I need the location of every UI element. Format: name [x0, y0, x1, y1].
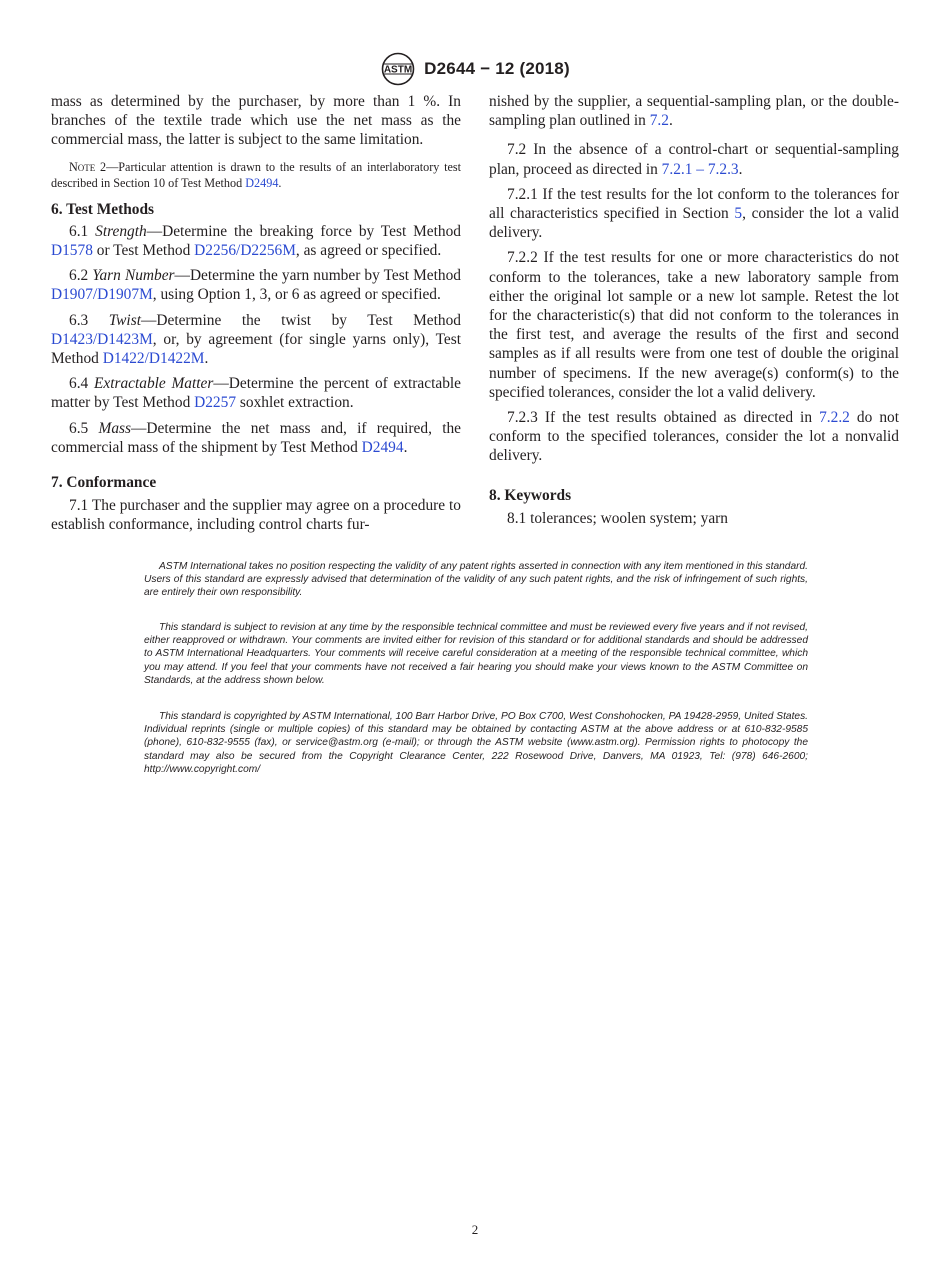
copyright-notice-text: This standard is copyrighted by ASTM International, 100 Barr Harbor Drive, PO Box C700, West Conshohocken, PA 19428-2959, United States. Individual reprints (single or multiple copies) of this standard may be obtained by contacting ASTM at the above address or at 610-832-9585 (phone), 610-832-9555 (fax), or service@astm.org (e-mail); or through the ASTM website (www.astm.org). Permission rights to photocopy the standard may also be secured from the Copyright Clearance Center, 222 Rosewood Drive, Danvers, MA 01923, Tel: (978) 646-2600; http://www.copyright.com/ — [144, 711, 808, 775]
link-d1578[interactable]: D1578 — [51, 242, 93, 260]
page-number: 2 — [471, 1222, 479, 1237]
para-6-4 — [51, 374, 461, 412]
para-text: , as agreed or specified. — [295, 242, 442, 260]
note-label: Note 2 — [69, 159, 107, 174]
section-7-heading: 7. Conformance — [51, 474, 157, 492]
link-d1422[interactable]: D1422/D1422M — [102, 350, 205, 368]
right-column — [489, 92, 899, 528]
para-7-2-3 — [489, 408, 899, 466]
term-mass: Mass — [98, 419, 132, 437]
para-text: 7.2 In the absence of a control-chart or sequential-sampling plan, proceed as directed in — [489, 141, 899, 178]
para-text: , consider the lot a valid delivery. — [489, 205, 899, 242]
para-number: 6.5 — [69, 419, 99, 437]
para-text: . — [403, 438, 408, 456]
paragraph-continued: mass as determined by the purchaser, by more than 1 %. In branches of the textile trade which use the net mass as the commercial mass, the latter is subject to the same limitation. — [51, 93, 461, 149]
note-text: —Particular attention is drawn to the results of an interlaboratory test described in Section 10 of Test Method — [51, 159, 462, 190]
link-d1907[interactable]: D1907/D1907M — [51, 286, 153, 304]
para-7-2-2: 7.2.2 If the test results for one or more characteristics do not conform to the tolerances, take a new laboratory sample from either the original lot sample or a new lot sample. Retest the lot for the characteristic(s) that did not conform to the tolerances in the first test, and average the results of the first and second samples as if all results were from one test of double the original number of specimens. If the new average(s) conform(s) to the specified tolerances, consider the lot a valid delivery. — [489, 249, 899, 401]
para-7-2 — [489, 140, 899, 178]
link-d2257[interactable]: D2257 — [194, 394, 237, 412]
paragraph-continued-right — [489, 92, 899, 130]
para-text: —Determine the percent of extractable matter by Test Method — [51, 375, 461, 412]
para-8-1: 8.1 tolerances; woolen system; yarn — [507, 509, 728, 527]
svg-text:ASTM: ASTM — [384, 64, 413, 76]
link-d2494-mass[interactable]: D2494 — [361, 438, 404, 456]
para-number: 6.3 — [69, 311, 109, 329]
para-text: 7.2.3 If the test results obtained as directed in — [507, 409, 820, 427]
link-d2494[interactable]: D2494 — [245, 175, 279, 190]
para-7-1: 7.1 The purchaser and the supplier may agree on a procedure to establish conformance, including control charts fur- — [51, 497, 461, 534]
patent-notice — [144, 560, 808, 600]
para-text: , using Option 1, 3, or 6 as agreed or specified. — [152, 286, 441, 304]
section-6-heading: 6. Test Methods — [51, 200, 155, 218]
para-7-2-1 — [489, 185, 899, 243]
revision-notice-text: This standard is subject to revision at any time by the responsible technical committee and must be reviewed every five years and if not revised, either reapproved or withdrawn. Your comments are invited either for revision of this standard or for additional standards and should be addressed to ASTM International Headquarters. Your comments will receive careful consideration at a meeting of the responsible technical committee, which you may attend. If you feel that your comments have not received a fair hearing you should make your views known to the ASTM Committee on Standards, at the address shown below. — [144, 622, 808, 686]
link-section-5[interactable]: 5 — [734, 205, 743, 223]
para-text: do not conform to the specified tolerances, consider the lot a nonvalid delivery. — [489, 409, 899, 465]
left-column — [51, 92, 461, 535]
para-text: —Determine the net mass and, if required, the commercial mass of the shipment by Test Method — [51, 419, 461, 456]
para-text: 7.2.1 If the test results for the lot conform to the tolerances for all characteristics specified in Section — [489, 185, 899, 223]
section-8-heading: 8. Keywords — [489, 486, 572, 504]
para-text: —Determine the yarn number by Test Method — [174, 267, 461, 285]
para-text: nished by the supplier, a sequential-sampling plan, or the double-sampling plan outlined in — [489, 93, 899, 130]
para-6-1 — [51, 222, 461, 260]
link-7-2[interactable]: 7.2 — [649, 112, 669, 130]
revision-notice — [144, 621, 808, 687]
para-text: —Determine the twist by Test Method — [140, 311, 461, 329]
para-number: 6.4 — [69, 375, 94, 393]
link-d2256[interactable]: D2256/D2256M — [194, 242, 296, 260]
para-text: . — [738, 160, 743, 178]
note-end: . — [278, 175, 282, 190]
link-d1423[interactable]: D1423/D1423M — [51, 330, 153, 348]
para-number: 6.1 — [69, 222, 96, 240]
para-text: . — [204, 350, 209, 368]
astm-logo-icon — [380, 52, 416, 86]
para-6-5 — [51, 419, 461, 457]
page-header — [0, 52, 950, 86]
para-6-3 — [51, 311, 461, 369]
link-7-2-1-to-7-2-3[interactable]: 7.2.1 – 7.2.3 — [661, 160, 739, 178]
document-code: D2644 − 12 (2018) — [424, 59, 570, 78]
term-twist: Twist — [108, 311, 141, 329]
para-text: soxhlet extraction. — [236, 394, 354, 412]
para-text: —Determine the breaking force by Test Method — [146, 222, 461, 240]
note-2 — [51, 159, 461, 191]
patent-notice-text: ASTM International takes no position respecting the validity of any patent rights asserted in connection with any item mentioned in this standard. Users of this standard are expressly advised that determination of the validity of any such patent rights, and the risk of infringement of such rights, are entirely their own responsibility. — [144, 561, 808, 599]
link-7-2-2[interactable]: 7.2.2 — [819, 409, 850, 427]
para-number: 6.2 — [69, 267, 93, 285]
para-text: or Test Method — [92, 242, 195, 260]
term-yarn-number: Yarn Number — [92, 267, 175, 285]
term-extractable-matter: Extractable Matter — [93, 375, 214, 393]
para-6-2 — [51, 266, 461, 304]
copyright-notice — [144, 710, 808, 776]
para-text: . — [668, 112, 673, 130]
term-strength: Strength — [95, 222, 147, 240]
para-text: , or, by agreement (for single yarns only), Test Method — [51, 330, 461, 368]
